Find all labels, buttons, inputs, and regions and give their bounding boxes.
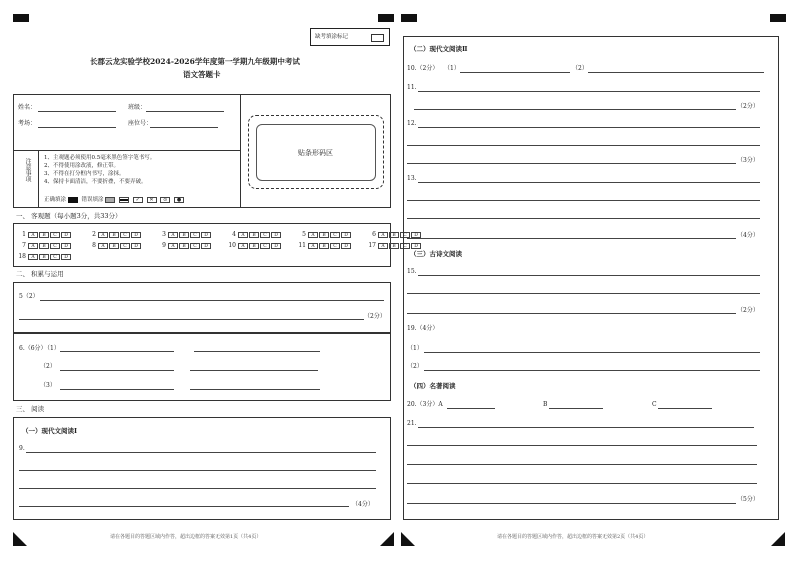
mc-option-8-c[interactable]: C (120, 243, 130, 249)
mc-option-2-a[interactable]: A (98, 232, 108, 238)
q15-label: 15. (407, 268, 417, 275)
corner-marker-top-mid-right (401, 14, 417, 22)
mc-option-7-b[interactable]: B (39, 243, 49, 249)
q13-score: （4分） (737, 232, 759, 239)
q20-line-a[interactable] (447, 408, 495, 409)
q6-p1-line-a[interactable] (60, 351, 174, 352)
section3-title: 三、 阅读 (16, 405, 45, 413)
class-field[interactable] (146, 111, 224, 112)
mc-option-18-a[interactable]: A (28, 254, 38, 260)
corner-triangle-bl (13, 532, 27, 546)
absent-mark-label: 缺考填涂标记 (315, 34, 349, 40)
mc-option-3-c[interactable]: C (190, 232, 200, 238)
correct-fill-label: 正确填涂 (44, 197, 67, 203)
mc-option-2-d[interactable]: D (131, 232, 141, 238)
mc-option-2-b[interactable]: B (109, 232, 119, 238)
classics-reading-title: （四）名著阅读 (410, 382, 456, 390)
q19-label: 19.（4分） (407, 325, 439, 332)
mc-question-8 (88, 242, 158, 250)
mc-option-7-a[interactable]: A (28, 243, 38, 249)
q10-line-1[interactable] (460, 72, 570, 73)
mc-question-number: 18 (18, 253, 26, 260)
corner-marker-top-left (13, 14, 29, 22)
mc-option-5-b[interactable]: B (319, 232, 329, 238)
mc-option-10-c[interactable]: C (260, 243, 270, 249)
mc-option-8-a[interactable]: A (98, 243, 108, 249)
wrong-fill-sample-dot: ● (174, 197, 184, 203)
mc-option-3-b[interactable]: B (179, 232, 189, 238)
footer-left: 请在各题目的答题区域内作答，超出边框的答案无效第1页（共4页） (110, 534, 262, 540)
q21-line-2[interactable] (407, 445, 757, 446)
mc-question-10 (228, 242, 298, 250)
mc-option-10-a[interactable]: A (238, 243, 248, 249)
q5-answer-line-1[interactable] (40, 300, 384, 301)
q21-line-3[interactable] (407, 464, 757, 465)
corner-triangle-br (771, 532, 785, 546)
q6-p2-line-b[interactable] (190, 370, 318, 371)
mc-question-2 (88, 231, 158, 239)
q20-line-c[interactable] (658, 408, 712, 409)
info-divider-vertical (240, 94, 241, 208)
mc-row (18, 231, 438, 239)
q9-line-2[interactable] (19, 470, 376, 471)
mc-option-5-d[interactable]: D (341, 232, 351, 238)
q11-label: 11. (407, 84, 417, 91)
q13-line-2[interactable] (407, 200, 760, 201)
mc-option-17-b[interactable]: B (389, 243, 399, 249)
absent-mark-box (310, 28, 390, 46)
room-label: 考场： (18, 120, 37, 127)
mc-question-number: 3 (162, 231, 166, 238)
q6-label: 6.（6分） (19, 345, 47, 352)
wrong-fill-sample-circle: ⊙ (160, 197, 170, 203)
q10-part-2: （2） (572, 65, 588, 72)
q20-b-label: B (543, 401, 548, 408)
mc-option-18-c[interactable]: C (50, 254, 60, 260)
school-title: 长郡云龙实验学校2024-2026学年度第一学期九年级期中考试 (90, 57, 300, 66)
room-field[interactable] (38, 127, 116, 128)
mc-option-6-c[interactable]: C (400, 232, 410, 238)
footer-right: 请在各题目的答题区域内作答，超出边框的答案无效第2页（共4页） (497, 534, 649, 540)
mc-question-9 (158, 242, 228, 250)
classical-reading-title: （三）古诗文阅读 (410, 250, 462, 258)
mc-question-1 (18, 231, 88, 239)
corner-triangle-br-left (380, 532, 394, 546)
mc-option-5-a[interactable]: A (308, 232, 318, 238)
mc-question-number: 1 (22, 231, 26, 238)
q9-label: 9. (19, 445, 25, 452)
mc-option-17-d[interactable]: D (411, 243, 421, 249)
mc-option-7-c[interactable]: C (50, 243, 60, 249)
mc-question-3 (158, 231, 228, 239)
mc-option-18-d[interactable]: D (61, 254, 71, 260)
q19-part-1: （1） (407, 345, 423, 352)
mc-option-2-c[interactable]: C (120, 232, 130, 238)
q12-line-3[interactable] (407, 163, 736, 164)
mc-option-11-a[interactable]: A (308, 243, 318, 249)
mc-option-4-d[interactable]: D (271, 232, 281, 238)
q9-score: （4分） (352, 501, 374, 508)
correct-fill-sample (68, 197, 78, 203)
q6-p2-line-a[interactable] (60, 370, 174, 371)
mc-option-6-d[interactable]: D (411, 232, 421, 238)
mc-option-9-b[interactable]: B (179, 243, 189, 249)
q13-line-3[interactable] (407, 218, 760, 219)
q20-c-label: C (652, 401, 657, 408)
notice-item-3: 3、不得在打分框内书写，涂抹。 (44, 171, 125, 177)
q12-label: 12. (407, 120, 417, 127)
mc-option-1-c[interactable]: C (50, 232, 60, 238)
mc-option-9-c[interactable]: C (190, 243, 200, 249)
q12-line-1[interactable] (418, 127, 760, 128)
q20-label: 20.（3分）A (407, 401, 443, 408)
q6-p1-line-b[interactable] (194, 351, 320, 352)
mc-question-number: 5 (302, 231, 306, 238)
wrong-fill-label: 错误填涂 (81, 197, 104, 203)
mc-option-4-b[interactable]: B (249, 232, 259, 238)
q19-line-2[interactable] (424, 370, 760, 371)
notice-item-4: 4、保持卡面清洁，不要折叠，不要弄破。 (44, 179, 147, 185)
mc-option-1-d[interactable]: D (61, 232, 71, 238)
q6-answer-box (13, 333, 391, 401)
q19-part-2: （2） (407, 363, 423, 370)
reading-one-title: （一）现代文阅读Ⅰ (22, 427, 78, 435)
class-label: 班级： (128, 104, 147, 111)
mc-question-number: 17 (368, 242, 376, 249)
q13-line-4[interactable] (407, 238, 736, 239)
mc-option-5-c[interactable]: C (330, 232, 340, 238)
q10-label: 10.（2分） (407, 65, 439, 72)
notice-label: 注意事项 (24, 158, 31, 182)
q21-line-4[interactable] (407, 483, 757, 484)
mc-question-18 (18, 253, 88, 261)
mc-option-1-b[interactable]: B (39, 232, 49, 238)
corner-marker-top-right (770, 14, 786, 22)
info-divider-horizontal (13, 150, 240, 151)
mc-option-9-d[interactable]: D (201, 243, 211, 249)
q6-p3-line-b[interactable] (190, 389, 320, 390)
q5-answer-line-2[interactable] (19, 319, 364, 320)
mc-option-11-d[interactable]: D (341, 243, 351, 249)
q15-line-1[interactable] (418, 275, 760, 276)
notice-item-1: 1、主观题必须使用0.5毫米黑色签字笔书写。 (44, 155, 156, 161)
corner-marker-top-mid-left (378, 14, 394, 22)
wrong-fill-sample-grey (105, 197, 115, 203)
q6-part-1: （1） (44, 345, 60, 352)
mc-option-10-b[interactable]: B (249, 243, 259, 249)
mc-option-3-d[interactable]: D (201, 232, 211, 238)
q15-line-2[interactable] (407, 293, 760, 294)
q15-score: （2分） (737, 307, 759, 314)
q11-score: （2分） (737, 103, 759, 110)
q21-line-5[interactable] (407, 503, 736, 504)
mc-option-1-a[interactable]: A (28, 232, 38, 238)
mc-question-7 (18, 242, 88, 250)
mc-option-17-a[interactable]: A (378, 243, 388, 249)
reading-two-title: （二）现代文阅读Ⅱ (410, 45, 468, 53)
mc-option-7-d[interactable]: D (61, 243, 71, 249)
mc-option-18-b[interactable]: B (39, 254, 49, 260)
mc-option-6-b[interactable]: B (389, 232, 399, 238)
mc-row (18, 253, 88, 261)
barcode-label: 贴条形码区 (298, 149, 333, 157)
mc-question-number: 8 (92, 242, 96, 249)
wrong-fill-sample-bar (119, 197, 129, 203)
q13-label: 13. (407, 175, 417, 182)
mc-question-5 (298, 231, 368, 239)
q9-line-1[interactable] (26, 452, 376, 453)
section1-title: 一、 客观题（每小题3分，共33分） (16, 212, 122, 220)
name-field[interactable] (38, 111, 116, 112)
q9-line-3[interactable] (19, 488, 376, 489)
seat-field[interactable] (150, 127, 218, 128)
mc-option-4-a[interactable]: A (238, 232, 248, 238)
q5-label: 5（2） (19, 293, 39, 300)
mc-option-11-c[interactable]: C (330, 243, 340, 249)
name-label: 姓名： (18, 104, 37, 111)
mc-question-number: 10 (228, 242, 236, 249)
wrong-fill-sample-check: ✓ (133, 197, 143, 203)
mc-option-8-d[interactable]: D (131, 243, 141, 249)
q5-answer-box (13, 282, 391, 333)
q21-score: （5分） (737, 496, 759, 503)
corner-triangle-bl-right (401, 532, 415, 546)
mc-question-11 (298, 242, 368, 250)
seat-label: 座位号： (128, 120, 153, 127)
q20-line-b[interactable] (549, 408, 603, 409)
q6-p3-line-a[interactable] (60, 389, 174, 390)
q6-part-3: （3） (40, 382, 56, 389)
mc-option-17-c[interactable]: C (400, 243, 410, 249)
q21-line-1[interactable] (418, 427, 754, 428)
card-subtitle: 语文答题卡 (183, 70, 221, 79)
q12-score: （3分） (737, 157, 759, 164)
mc-row (18, 242, 438, 250)
q10-part-1: （1） (444, 65, 460, 72)
q15-line-3[interactable] (407, 313, 736, 314)
mc-question-number: 6 (372, 231, 376, 238)
absent-mark-bubble[interactable] (371, 34, 384, 42)
mc-question-number: 7 (22, 242, 26, 249)
mc-question-number: 9 (162, 242, 166, 249)
mc-question-number: 11 (298, 242, 306, 249)
q10-line-2[interactable] (588, 72, 764, 73)
notice-divider (38, 150, 39, 208)
mc-question-number: 2 (92, 231, 96, 238)
mc-option-4-c[interactable]: C (260, 232, 270, 238)
q11-line-1[interactable] (418, 91, 760, 92)
mc-question-number: 4 (232, 231, 236, 238)
q13-line-1[interactable] (418, 182, 760, 183)
notice-item-2: 2、不得使用涂改液，修正带。 (44, 163, 120, 169)
fill-examples (44, 196, 186, 204)
q5-score: （2分） (364, 313, 386, 320)
mc-question-4 (228, 231, 298, 239)
q19-line-1[interactable] (424, 352, 760, 353)
q12-line-2[interactable] (407, 145, 760, 146)
q11-line-2[interactable] (414, 109, 736, 110)
q21-label: 21. (407, 420, 417, 427)
mc-option-6-a[interactable]: A (378, 232, 388, 238)
mc-option-3-a[interactable]: A (168, 232, 178, 238)
mc-option-11-b[interactable]: B (319, 243, 329, 249)
q9-line-4[interactable] (19, 506, 349, 507)
section2-title: 二、 积累与运用 (16, 270, 64, 278)
mc-option-8-b[interactable]: B (109, 243, 119, 249)
wrong-fill-sample-cross: ✕ (147, 197, 157, 203)
q6-part-2: （2） (40, 363, 56, 370)
mc-option-10-d[interactable]: D (271, 243, 281, 249)
mc-option-9-a[interactable]: A (168, 243, 178, 249)
